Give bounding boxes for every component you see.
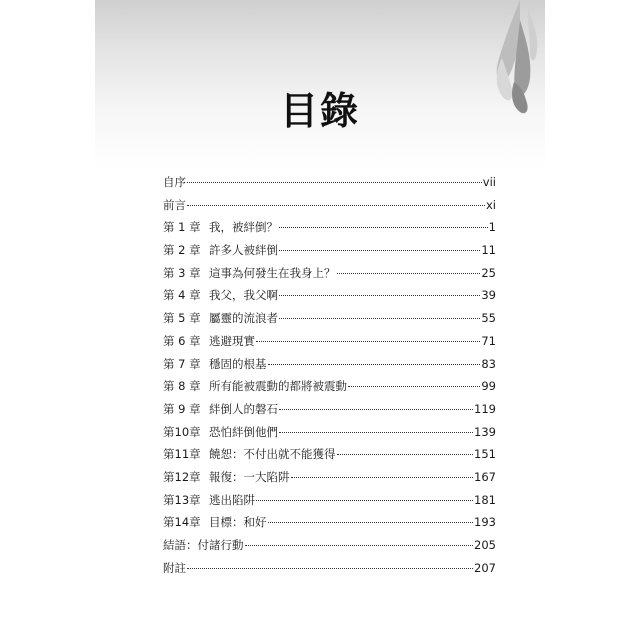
toc-page-number: vii [482,175,496,189]
toc-dot-leader [291,477,474,478]
toc-page-number: xi [485,197,496,212]
toc-chapter-number: 第14章 [163,515,201,530]
toc-dot-leader [279,295,480,296]
toc-chapter-number: 第 7 章 [163,356,201,371]
toc-entry [163,425,496,448]
toc-page-number: 207 [474,560,496,575]
toc-entry [163,288,496,311]
toc-entry [163,198,496,221]
toc-entry [163,311,496,334]
toc-entry-title: 許多人被絆倒 [209,243,278,258]
toc-page-number: 151 [474,447,496,462]
toc-page-number: 25 [481,265,496,280]
toc-chapter-number: 第 9 章 [163,401,201,416]
toc-dot-leader [337,454,474,455]
toc-entry-title: 穩固的根基 [209,356,267,371]
toc-dot-leader [187,568,473,569]
toc-chapter-number: 第10章 [163,424,201,439]
toc-chapter-number: 第13章 [163,492,201,507]
toc-entry [163,175,496,198]
toc-page-number: 139 [474,424,496,439]
toc-entry-title: 逃避現實 [209,333,255,348]
page-title: 目錄 [279,88,360,133]
toc-page-number: 119 [474,401,496,416]
toc-dot-leader [279,250,480,251]
toc-entry [163,561,496,584]
toc-entry [163,379,496,402]
toc-dot-leader [187,182,482,183]
toc-entry-title: 所有能被震動的都將被震動 [209,379,347,394]
toc-entry-title: 結語：付諸行動 [163,538,244,552]
toc-page-number: 205 [474,538,496,552]
toc-dot-leader [279,409,473,410]
toc-dot-leader [256,341,480,342]
toc-entry [163,402,496,425]
toc-dot-leader [187,205,485,206]
toc-page-number: 1 [488,220,496,235]
toc-entry-title: 這事為何發生在我身上？ [209,265,336,280]
toc-chapter-number: 第11章 [163,447,201,462]
toc-entry-title: 自序 [163,175,186,189]
toc-entry-title: 逃出陷阱 [209,492,255,507]
toc-entry-title: 我，被絆倒？ [209,220,278,235]
toc-entry-title: 附註 [163,560,186,575]
toc-dot-leader [348,386,480,387]
toc-entry-title: 前言 [163,197,186,212]
toc-chapter-number: 第 6 章 [163,333,201,348]
toc-entry [163,493,496,516]
toc-entry [163,515,496,538]
toc-dot-leader [256,500,473,501]
toc-dot-leader [337,273,481,274]
toc-dot-leader [279,227,488,228]
toc-chapter-number: 第 3 章 [163,265,201,280]
toc-page-number: 11 [481,243,496,258]
toc-page-number: 167 [474,469,496,484]
toc-entry [163,357,496,380]
toc-entry [163,447,496,470]
toc-entry [163,266,496,289]
toc-chapter-number: 第 8 章 [163,379,201,394]
toc-dot-leader [268,364,481,365]
toc-page-number: 181 [474,492,496,507]
toc-chapter-number: 第 1 章 [163,220,201,235]
toc-entry [163,243,496,266]
toc-dot-leader [268,522,474,523]
toc-chapter-number: 第 4 章 [163,288,201,303]
toc-entry-title: 饒恕：不付出就不能獲得 [209,447,336,462]
toc-chapter-number: 第 5 章 [163,311,201,326]
toc-entry-title: 目標：和好 [209,515,267,530]
toc-page-number: 83 [481,356,496,371]
toc-page-number: 193 [474,515,496,530]
toc-dot-leader [279,432,473,433]
toc-page-number: 39 [481,288,496,303]
toc-entry [163,220,496,243]
toc-entry [163,538,496,561]
toc-entry [163,334,496,357]
toc-entry [163,470,496,493]
toc-entry-title: 屬靈的流浪者 [209,311,278,326]
toc-chapter-number: 第 2 章 [163,243,201,258]
toc-entry-title: 我父，我父啊 [209,288,278,303]
toc-dot-leader [245,545,474,546]
toc-page-number: 55 [481,311,496,326]
toc-chapter-number: 第12章 [163,469,201,484]
toc-entry-title: 報復：一大陷阱 [209,469,290,484]
toc-page-number: 99 [481,379,496,394]
toc-dot-leader [279,318,480,319]
toc-entry-title: 絆倒人的磐石 [209,401,278,416]
toc-page-number: 71 [481,333,496,348]
toc-entry-title: 恐怕絆倒他們 [209,424,278,439]
table-of-contents [163,175,496,583]
